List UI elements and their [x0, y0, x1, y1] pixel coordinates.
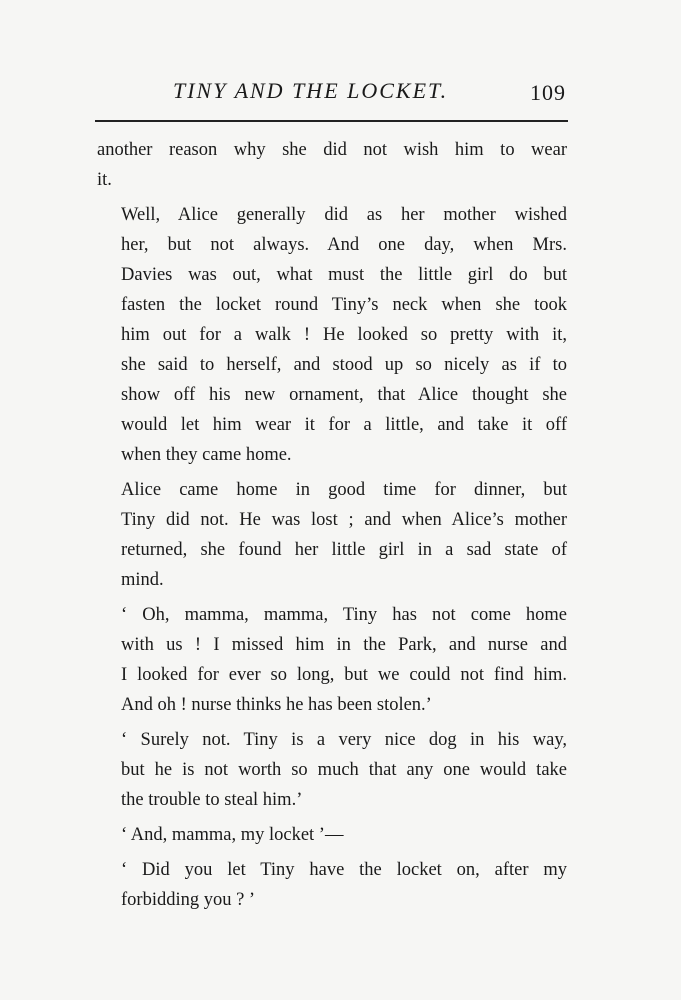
text-line: Davies was out, what must the little girl do but — [121, 265, 567, 285]
paragraph — [97, 820, 567, 850]
text-line: but he is not worth so much that any one would take — [121, 760, 567, 780]
text-line: show off his new ornament, that Alice thought she — [121, 385, 567, 405]
text-line: And oh ! nurse thinks he has been stolen.’ — [121, 695, 432, 715]
text-line: ‘ And, mamma, my locket ’— — [121, 825, 344, 845]
text-line: when they came home. — [121, 445, 292, 465]
text-line: ‘ Oh, mamma, mamma, Tiny has not come home — [121, 605, 567, 625]
text-line: with us ! I missed him in the Park, and nurse and — [121, 635, 567, 655]
text-line: forbidding you ? ’ — [121, 890, 256, 910]
text-line: fasten the locket round Tiny’s neck when she took — [121, 295, 567, 315]
text-line: the trouble to steal him.’ — [121, 790, 303, 810]
text-line: would let him wear it for a little, and take it off — [121, 415, 567, 435]
text-line: ‘ Surely not. Tiny is a very nice dog in his way, — [121, 730, 567, 750]
paragraph — [97, 200, 567, 470]
text-line: Well, Alice generally did as her mother wished — [121, 205, 567, 225]
paragraph — [97, 475, 567, 595]
text-line: her, but not always. And one day, when Mrs. — [121, 235, 567, 255]
paragraph — [97, 135, 567, 195]
text-line: she said to herself, and stood up so nicely as if to — [121, 355, 567, 375]
text-line: ‘ Did you let Tiny have the locket on, after my — [121, 860, 567, 880]
text-line: it. — [97, 170, 112, 190]
text-line: returned, she found her little girl in a sad state of — [121, 540, 567, 560]
paragraph — [97, 855, 567, 915]
page-number: 109 — [530, 80, 566, 105]
paragraph — [97, 725, 567, 815]
text-line: mind. — [121, 570, 164, 590]
paragraph — [97, 600, 567, 720]
text-line: Alice came home in good time for dinner, but — [121, 480, 567, 500]
text-line: another reason why she did not wish him to wear — [97, 140, 567, 160]
text-line: Tiny did not. He was lost ; and when Alice’s mother — [121, 510, 567, 530]
body-text — [97, 135, 567, 920]
running-title: TINY AND THE LOCKET. — [173, 78, 449, 103]
text-line: him out for a walk ! He looked so pretty with it, — [121, 325, 567, 345]
text-line: I looked for ever so long, but we could not find him. — [121, 665, 567, 685]
header-rule — [95, 120, 568, 122]
page-header — [95, 78, 568, 112]
